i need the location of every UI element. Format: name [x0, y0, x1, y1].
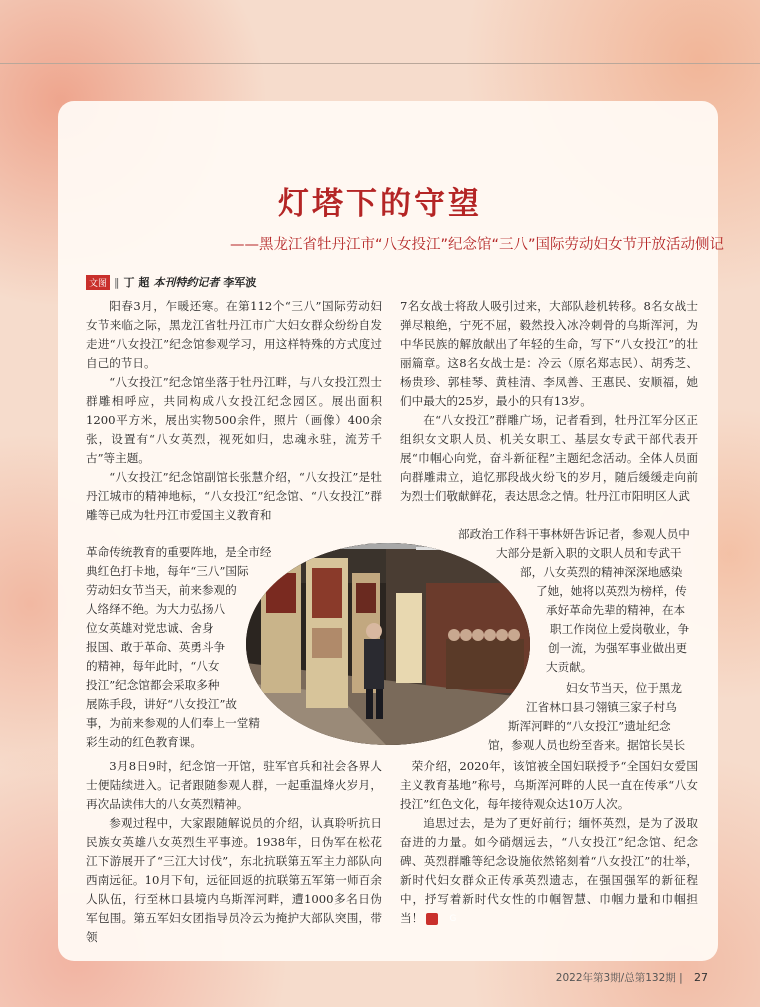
paragraph: “八女投江”纪念馆副馆长张慧介绍，“八女投江”是牡丹江城市的精神地标，“八女投江”纪念馆、“八女投江”群雕等已成为牡丹江市爱国主义教育和	[86, 470, 382, 522]
header-rule	[0, 63, 760, 64]
paragraph: 3月8日9时，纪念馆一开馆，驻军官兵和社会各界人士便陆续进入。记者跟随参观人群，一起重温烽火岁月，再次品读伟大的八女英烈精神。	[86, 759, 382, 811]
wrap-line: 江省林口县刁翎镇三家子村乌	[526, 700, 677, 714]
paragraph: 7名女战士将敌人吸引过来，大部队趁机转移。8名女战士弹尽粮绝，宁死不屈，毅然投入冰冷刺骨的乌斯浑河，为中华民族的解放献出了年轻的生命，写下“八女投江”的壮丽篇章。这8名女战士是：冷云（原名郑志民）、胡秀芝、杨贵珍、郭桂琴、黄桂清、李凤善、王惠民、安顺福，她们中最大的25岁，最小的只有13岁。	[400, 299, 698, 408]
exhibition-photo-illustration	[246, 543, 530, 745]
left-column-bottom	[86, 757, 382, 947]
wrap-line: 人络绎不绝。为大力弘扬八	[86, 602, 226, 616]
wrap-line: 革命传统教育的重要阵地，是全市经	[86, 545, 272, 559]
right-column-bottom	[400, 757, 698, 928]
byline	[86, 274, 256, 290]
page-footer	[0, 970, 708, 985]
wrap-line: 承好革命先辈的精神，在本	[546, 603, 686, 617]
wrap-line: 馆，参观人员也纷至沓来。据馆长吴长	[488, 738, 686, 752]
wrap-line: 展陈手段，讲好“八女投江”故	[86, 697, 237, 711]
paragraph: “八女投江”纪念馆坐落于牡丹江畔，与八女投江烈士群雕相呼应，共同构成八女投江纪念园区。展出面积1200平方米，展出实物500余件，照片（画像）400余张，设置有“八女英烈，视死如归，忠魂永驻，流芳千古”等主题。	[86, 375, 382, 465]
end-mark-icon: G	[426, 913, 438, 925]
wrap-line: 的精神，每年此时，“八女	[86, 659, 220, 673]
author-name-2: 李军波	[223, 276, 257, 289]
wrap-line: 部政治工作科干事林妍告诉记者，参观人员中	[458, 527, 690, 541]
article-title: 灯塔下的守望	[278, 186, 482, 222]
paragraph: 参观过程中，大家跟随解说员的介绍，认真聆听抗日民族女英雄八女英烈生平事迹。1938年，日伪军在松花江下游展开了“三江大讨伐”，东北抗联第五军主力部队向西南远征。10月下旬，远征回返的抗联第五军第一师百余人队伍，行至林口县境内乌斯浑河畔，遭1000多名日伪军包围。第五军妇女团指导员冷云为掩护大部队突围，带领	[86, 816, 382, 944]
wrap-line: 劳动妇女节当天，前来参观的	[86, 583, 237, 597]
wrap-line: 报国、敢于革命、英勇斗争	[86, 640, 226, 654]
closing-text: 追思过去，是为了更好前行；缅怀英烈，是为了汲取奋进的力量。如今硝烟远去，“八女投江”纪念馆、纪念碑、英烈群雕等纪念设施依然铭刻着“八女投江”的壮举，新时代妇女群众正传承英烈遗志，在强国强军的新征程中，抒写着新时代女性的巾帼智慧、巾帼力量和巾帼担当！	[400, 816, 698, 925]
wrap-line: 典红色打卡地，每年“三八”国际	[86, 564, 249, 578]
article-subtitle: ——黑龙江省牡丹江市“八女投江”纪念馆“三八”国际劳动妇女节开放活动侧记	[229, 237, 724, 253]
author-name-1: 丁 超	[123, 276, 150, 289]
wrap-line: 事，为前来参观的人们奉上一堂精	[86, 716, 260, 730]
wrap-line: 妇女节当天，位于黑龙	[566, 681, 682, 695]
byline-separator: ‖	[114, 275, 120, 289]
author-role: 本刊特约记者	[153, 276, 220, 289]
left-column-top	[86, 297, 382, 525]
wrap-line: 部，八女英烈的精神深深地感染	[520, 565, 683, 579]
issue-info: 2022年第3期/总第132期	[555, 972, 676, 984]
wrap-line: 大部分是新入职的文职人员和专武干	[496, 546, 682, 560]
wrap-line: 位女英雄对党忠诚、舍身	[86, 621, 214, 635]
wrap-line: 斯浑河畔的“八女投江”遗址纪念	[508, 719, 671, 733]
paragraph	[400, 814, 698, 928]
right-column-top	[400, 297, 698, 506]
wrap-line: 职工作岗位上爱岗敬业，争	[550, 622, 690, 636]
paragraph: 荣介绍，2020年，该馆被全国妇联授予“全国妇女爱国主义教育基地”称号，乌斯浑河畔的人民一直在传承“八女投江”红色文化，每年接待观众达10万人次。	[400, 759, 698, 811]
wrap-line: 投江”纪念馆都会采取多种	[86, 678, 220, 692]
wrap-line: 了她，她将以英烈为榜样，传	[536, 584, 687, 598]
paragraph: 阳春3月，乍暖还寒。在第112个“三八”国际劳动妇女节来临之际，黑龙江省牡丹江市广大妇女群众纷纷自发走进“八女投江”纪念馆参观学习，用这样特殊的方式度过自己的节日。	[86, 299, 382, 370]
wrap-line: 大贡献。	[546, 660, 593, 674]
byline-tag: 文图	[86, 275, 110, 290]
paragraph: 在“八女投江”群雕广场，记者看到，牡丹江军分区正组织女文职人员、机关女职工、基层女专武干部代表开展“巾帼心向党，奋斗新征程”主题纪念活动。全体人员面向群雕肃立，追忆那段战火纷飞的岁月，随后缓缓走向前为烈士们敬献鲜花，表达思念之情。牡丹江市阳明区人武	[400, 413, 698, 503]
footer-divider: |	[679, 972, 686, 984]
exhibition-photo	[246, 543, 530, 745]
wrap-line: 创一流，为强军事业做出更	[548, 641, 688, 655]
page-number: 27	[694, 971, 708, 984]
wrap-line: 彩生动的红色教育课。	[86, 735, 202, 749]
